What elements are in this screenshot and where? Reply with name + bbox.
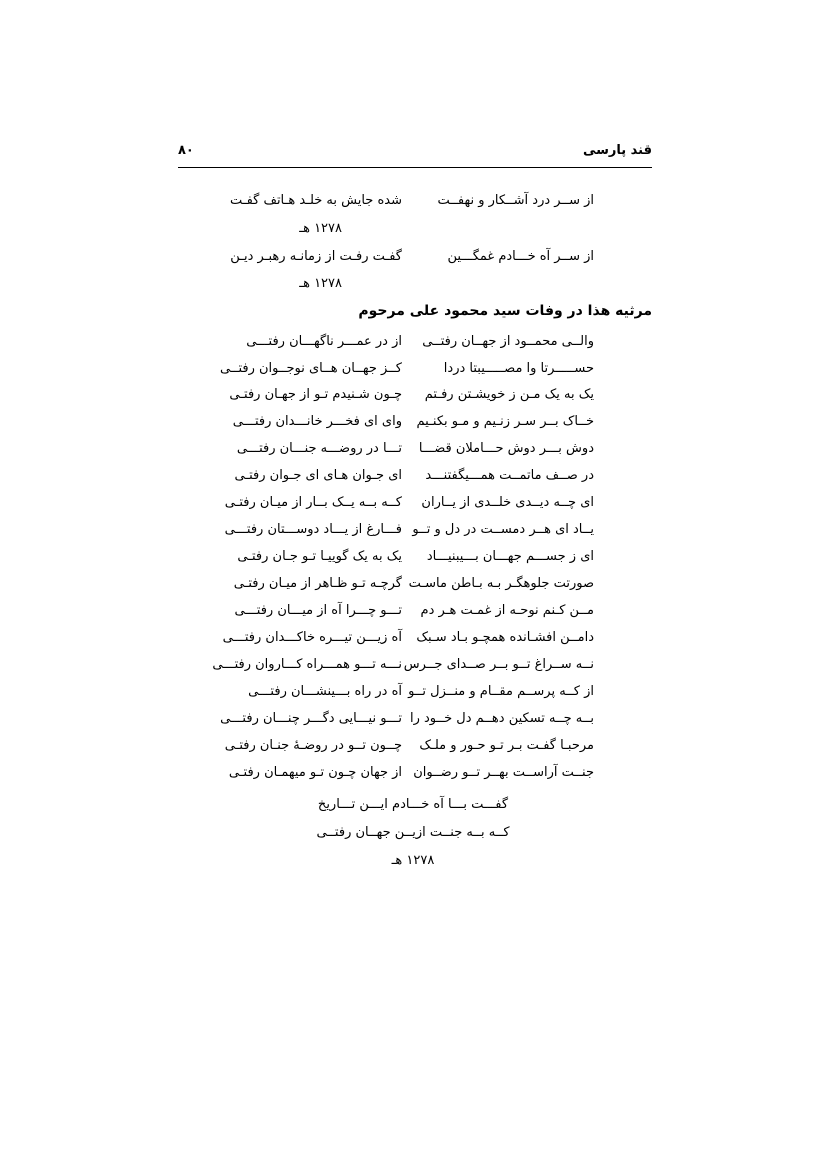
- couplet-17-second: از جهان چـون تـو میهمـان رفتـی: [228, 765, 402, 780]
- couplet-14-first: از کــه پرســم مقــام و منــزل تــو: [408, 684, 594, 699]
- couplet-3-first: یک به یک مـن ز خویشـتن رفـتم: [424, 387, 594, 402]
- couplet-4-second: وای ای فخـــر خانـــدان رفتـــی: [232, 414, 402, 429]
- couplet-11-first: مــن کـنم نوحـه از غمـت هـر دم: [420, 603, 594, 618]
- couplet-15-second: تـــو نیـــایی دگـــر چنـــان رفتـــی: [220, 711, 402, 726]
- page-header: [178, 143, 652, 168]
- intro-couplet-1-second: شده جایش به خلـد هـاتف گفـت: [230, 193, 402, 208]
- page-number: ۸۰: [178, 143, 194, 158]
- intro-couplet-1-date: ۱۲۷۸ هـ: [299, 221, 342, 236]
- couplet-6-first: در صــف ماتمــت همـــیگفتنـــد: [425, 468, 594, 483]
- couplet-13-second: نـــه تـــو همـــراه کـــاروان رفتـــی: [212, 657, 402, 672]
- intro-couplet-2-second: گفـت رفـت از زمانـه رهبـر دیـن: [230, 249, 402, 264]
- intro-couplet-1-first: از ســر درد آشــکار و نهفــت: [437, 193, 594, 208]
- couplet-4-first: خــاک بــر سـر زنـیم و مـو بکنـیم: [416, 414, 594, 429]
- elegy-heading: مرثیه هذا در وفات سید محمود علی مرحوم: [358, 303, 652, 319]
- closing-line-1: گفـــت بـــا آه خـــادم ایـــن تـــاریخ: [317, 797, 509, 812]
- couplet-2-second: کــز جهــان هــای نوجــوان رفتــی: [220, 361, 402, 376]
- couplet-12-second: آه زیـــن تیـــره خاکـــدان رفتـــی: [222, 630, 402, 645]
- couplet-5-second: تـــا در روضـــه جنـــان رفتـــی: [236, 441, 402, 456]
- couplet-8-first: یــاد ای هــر دمســت در دل و تــو: [412, 522, 594, 537]
- couplet-15-first: بــه چــه تسکین دهــم دل خــود را: [409, 711, 594, 726]
- couplet-10-first: صورتت جلوهگـر بـه بـاطن ماسـت: [408, 576, 594, 591]
- couplet-12-first: دامــن افشـانده همچـو بـاد سـبک: [416, 630, 594, 645]
- couplet-3-second: چـون شـنیدم تـو از جهـان رفتـی: [229, 387, 402, 402]
- closing-line-2: کــه بــه جنــت ازیــن جهــان رفتــی: [316, 825, 510, 840]
- couplet-2-first: حســـــرتا وا مصـــــیبتا دردا: [443, 361, 594, 376]
- couplet-13-first: نــه ســراغ تــو بــر صــدای جــرس: [403, 657, 594, 672]
- couplet-9-second: یک به یک گوییـا تـو جـان رفتـی: [237, 549, 402, 564]
- couplet-16-first: مرحبـا گفـت بـر تـو حـور و ملـک: [419, 738, 594, 753]
- couplet-1-second: از در عمـــر ناگهـــان رفتـــی: [246, 334, 402, 349]
- intro-couplet-2-first: از ســر آه خـــادم غمگـــین: [447, 249, 594, 264]
- couplet-1-first: والــی محمــود از جهــان رفتــی: [422, 334, 594, 349]
- couplet-7-first: ای چــه دیــدی خلــدی از یــاران: [421, 495, 594, 510]
- couplet-14-second: آه در راه بـــینشـــان رفتـــی: [248, 684, 402, 699]
- couplet-7-second: کــه بــه یــک بــار از میـان رفتـی: [224, 495, 402, 510]
- couplet-17-first: جنــت آراســت بهــر تــو رضــوان: [413, 765, 594, 780]
- couplet-6-second: ای جـوان هـای ای جـوان رفتـی: [234, 468, 402, 483]
- intro-couplet-2-date: ۱۲۷۸ هـ: [299, 276, 342, 291]
- couplet-9-first: ای ز جســـم جهـــان بـــیبنیـــاد: [426, 549, 594, 564]
- closing-date: ۱۲۷۸ هـ: [391, 853, 435, 868]
- couplet-16-second: چــون تــو در روضـهٔ جنـان رفتـی: [224, 738, 402, 753]
- couplet-10-second: گرچـه تـو ظـاهر از میـان رفتـی: [233, 576, 402, 591]
- book-title: قند پارسی: [582, 143, 652, 158]
- couplet-11-second: تـــو چـــرا آه از میـــان رفتـــی: [234, 603, 402, 618]
- couplet-8-second: فـــارغ از یـــاد دوســـتان رفتـــی: [224, 522, 402, 537]
- couplet-5-first: دوش بـــر دوش حـــاملان قضـــا: [418, 441, 594, 456]
